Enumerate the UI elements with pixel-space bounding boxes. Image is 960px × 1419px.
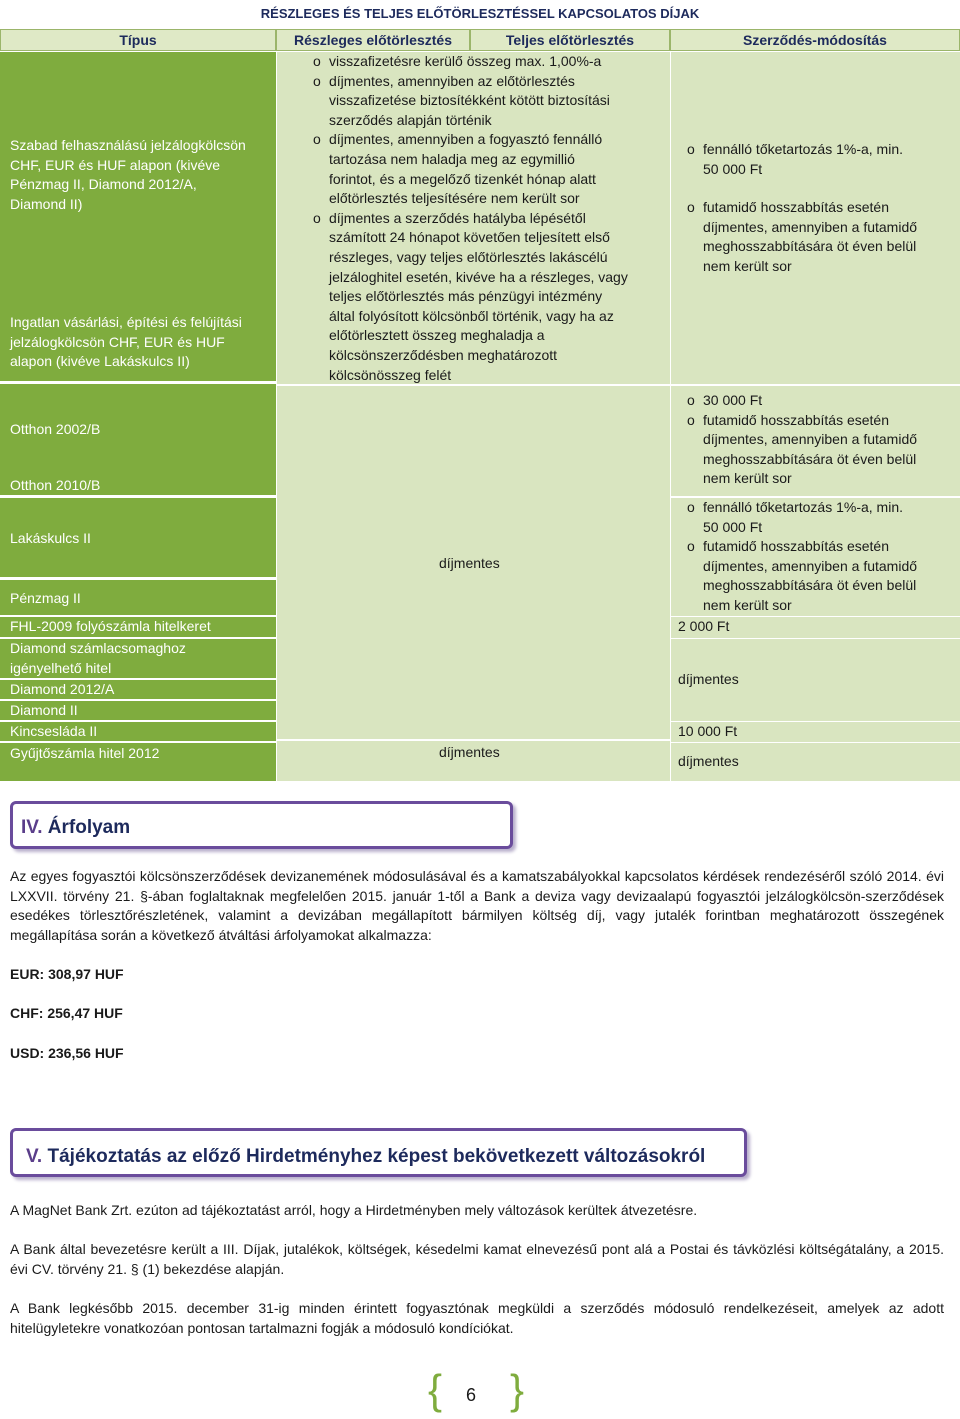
fee-free-text: díjmentes <box>439 555 500 571</box>
section-v-heading-box <box>10 1128 747 1177</box>
type-otthon-2010: Otthon 2010/B <box>10 477 101 493</box>
mod-line: fennálló tőketartozás 1%-a, min. <box>703 499 903 515</box>
mod-kincseslada-fee: 10 000 Ft <box>678 723 738 739</box>
section-iv-paragraph: Az egyes fogyasztói kölcsönszerződések devizanemének módosulásával és a kamatszabályokkal kapcsolatos kérdések rendezéséről szóló 2014. évi LXXVII. törvény 21. §-ában foglaltaknak megfelelően 2015. január 1-től a Bank a deviza vagy devizaalapú fogyasztói jelzálogkölcsön-szerződések esedékes törlesztőrészletének, valamint a devizában megállapított bármilyen költség díj, vagy jutalék forintban meghatározott összegének megállapítása során a következő átváltási árfolyamokat alkalmazza: <box>10 868 944 943</box>
type-line: CHF, EUR és HUF alapon (kivéve <box>10 156 221 173</box>
type-cell-diamond-package <box>0 639 276 679</box>
mod-line: díjmentes, amennyiben a futamidő <box>703 218 918 235</box>
fee-bullet <box>313 209 669 385</box>
section-v-paragraph-2: A Bank által bevezetésre került a III. Díjak, jutalékok, költségek, késedelmi kamat elnevezésű pont alá a Postai és távközlési költségátalány, a 2015. évi CV. törvény 21. § (1) bekezdése alapján. <box>10 1241 944 1277</box>
footer-brace-right: } <box>510 1366 525 1413</box>
type-cell-gyujto <box>0 743 276 781</box>
type-line: alapon (kivéve Lakáskulcs II) <box>10 353 190 370</box>
fee-line: díjmentes, amennyiben az előtörlesztés <box>329 72 575 89</box>
fee-line: díjmentes, amennyiben a fogyasztó fennálló <box>329 131 603 148</box>
section-v-number: V. <box>26 1146 43 1167</box>
type-gyujto: Gyűjtőszámla hitel 2012 <box>10 745 160 761</box>
mod-line: nem került sor <box>703 470 792 487</box>
fee-line: forintot, és a megelőző tizenkét hónap alatt <box>329 170 596 187</box>
mod-line: futamidő hosszabbítás esetén <box>703 538 890 555</box>
type-line: Diamond számlacsomaghoz <box>10 640 186 656</box>
mod-cell-mortgage <box>670 52 960 384</box>
bullet-marker: o <box>313 209 321 226</box>
fee-bullet-list <box>313 52 669 385</box>
fee-line: teljes előtörlesztés más pénzügyi intézmény <box>329 288 603 305</box>
rate-usd: USD: 236,56 HUF <box>10 1045 124 1061</box>
rate-eur: EUR: 308,97 HUF <box>10 966 124 982</box>
type-line: igényelhető hitel <box>10 659 112 676</box>
mod-line: díjmentes, amennyiben a futamidő <box>703 431 918 448</box>
type-cell-diamond2012 <box>0 680 276 700</box>
mod-gyujto-fee: díjmentes <box>678 753 739 769</box>
section-iv-title-text: Árfolyam <box>42 817 131 838</box>
mod-line: futamidő hosszabbítás esetén <box>703 199 890 216</box>
mod-bullet-list <box>687 498 959 616</box>
mod-cell-gyujto <box>670 743 960 781</box>
mod-cell-otthon <box>670 386 960 496</box>
mod-line: 50 000 Ft <box>703 518 763 535</box>
type-cell-lakaskulcs <box>0 498 276 578</box>
mod-cell-lakaskulcs <box>670 498 960 616</box>
mod-bullet <box>687 498 959 537</box>
fee-cell-free-1 <box>276 386 670 739</box>
bullet-marker: o <box>687 392 695 408</box>
mod-line: meghosszabbítására öt éven belül <box>703 577 917 594</box>
type-kincseslada: Kincsesláda II <box>10 723 98 739</box>
fee-line: előtörlesztett összeg meghaladja a <box>329 327 545 344</box>
section-iv-title <box>21 817 130 839</box>
header-type: Típus <box>0 29 276 51</box>
fee-line: kölcsönösszeg felét <box>329 366 452 383</box>
type-diamond-package <box>10 639 186 678</box>
type-housing-mortgage <box>10 313 270 372</box>
bullet-marker: o <box>313 53 321 69</box>
mod-line: díjmentes, amennyiben a futamidő <box>703 557 918 574</box>
mod-line: 30 000 Ft <box>703 392 763 408</box>
fee-free-text: díjmentes <box>439 744 500 760</box>
header-modification: Szerződés-módosítás <box>670 29 960 51</box>
header-full: Teljes előtörlesztés <box>470 29 670 51</box>
fee-line: kölcsönszerződésben meghatározott <box>329 346 558 363</box>
type-line: Szabad felhasználású jelzálogkölcsön <box>10 137 246 153</box>
fee-line: díjmentes a szerződés hatályba lépésétől <box>329 209 586 226</box>
mod-bullet <box>687 537 959 615</box>
fee-table-title: RÉSZLEGES ÉS TELJES ELŐTÖRLESZTÉSSEL KAPCSOLATOS DÍJAK <box>260 6 700 21</box>
fee-line: számított 24 hónapot követően teljesített első <box>329 229 610 246</box>
type-cell-kincseslada <box>0 722 276 742</box>
fee-line: visszafizetése biztosítékként kötött biztosítási <box>329 92 610 109</box>
mod-bullet <box>687 411 959 489</box>
mod-line: meghosszabbítására öt éven belül <box>703 238 917 255</box>
section-iv-heading-box <box>10 801 513 849</box>
mod-line: nem került sor <box>703 257 792 274</box>
fee-line: szerződés alapján történik <box>329 111 492 128</box>
mod-cell-fhl <box>670 617 960 638</box>
fee-line: visszafizetésre kerülő összeg max. 1,00%-a <box>329 53 602 69</box>
mod-cell-diamond <box>670 639 960 721</box>
type-cell-penzmag <box>0 580 276 616</box>
type-free-use-mortgage <box>10 136 270 214</box>
mod-line: fennálló tőketartozás 1%-a, min. <box>703 141 903 157</box>
type-otthon-2002: Otthon 2002/B <box>10 421 101 437</box>
bullet-marker: o <box>687 411 695 428</box>
mod-line: 50 000 Ft <box>703 160 763 177</box>
section-v-paragraph-3: A Bank legkésőbb 2015. december 31-ig minden érintett fogyasztónak megküldi a szerződés módosuló rendelkezéseit, amelyek az adott hitelügyletekre vonatkozóan pontosan tartalmazni fogják a módosuló kondíciókat. <box>10 1300 944 1336</box>
type-line: Diamond II) <box>10 195 83 212</box>
bullet-marker: o <box>687 141 695 157</box>
type-cell-fhl <box>0 617 276 638</box>
type-diamond-2012a: Diamond 2012/A <box>10 681 115 697</box>
bullet-marker: o <box>313 131 321 148</box>
fee-line: által folyósított kölcsönből történik, vagy ha az <box>329 307 614 324</box>
type-cell-diamond2 <box>0 701 276 721</box>
fee-line: tartozása nem haladja meg az egymillió <box>329 150 575 167</box>
page-number: 6 <box>466 1385 477 1405</box>
mod-bullet-list <box>687 391 959 489</box>
mod-line: meghosszabbítására öt éven belül <box>703 450 917 467</box>
type-line: jelzálogkölcsön CHF, EUR és HUF <box>10 333 225 350</box>
fee-line: részleges, vagy teljes előtörlesztés lakáscélú <box>329 248 608 265</box>
mod-diamond-fee: díjmentes <box>678 671 739 687</box>
mod-bullet <box>687 198 959 276</box>
mod-fhl-fee: 2 000 Ft <box>678 618 730 634</box>
mod-line: nem került sor <box>703 596 792 613</box>
fee-line: előtörlesztés teljesítésére nem került sor <box>329 190 580 207</box>
mod-bullet-list <box>687 140 959 277</box>
fee-bullet <box>313 72 669 131</box>
type-line: Pénzmag II, Diamond 2012/A, <box>10 176 197 193</box>
type-line: Ingatlan vásárlási, építési és felújítási <box>10 314 242 330</box>
section-iv-number: IV. <box>21 817 43 838</box>
section-v-title-text: Tájékoztatás az előző Hirdetményhez képest bekövetkezett változásokról <box>42 1146 706 1167</box>
bullet-marker: o <box>687 499 695 515</box>
bullet-marker: o <box>687 199 695 216</box>
mod-bullet <box>687 391 959 411</box>
bullet-marker: o <box>313 72 321 89</box>
type-lakaskulcs: Lakáskulcs II <box>10 530 91 546</box>
section-v-paragraph-1: A MagNet Bank Zrt. ezúton ad tájékoztatást arról, hogy a Hirdetményben mely változások kerültek átvezetésre. <box>10 1202 698 1218</box>
bullet-marker: o <box>687 538 695 555</box>
footer-brace-left: { <box>428 1366 443 1413</box>
rate-chf: CHF: 256,47 HUF <box>10 1005 123 1021</box>
type-cell-otthon <box>0 384 276 496</box>
mod-cell-kincseslada <box>670 722 960 742</box>
mod-line: futamidő hosszabbítás esetén <box>703 411 890 428</box>
fee-cell-free-2 <box>276 741 670 781</box>
fee-bullet <box>313 130 669 208</box>
type-fhl: FHL-2009 folyószámla hitelkeret <box>10 618 211 634</box>
type-penzmag: Pénzmag II <box>10 590 81 606</box>
header-partial: Részleges előtörlesztés <box>276 29 470 51</box>
fee-line: jelzáloghitel esetén, kivéve ha a részleges, vagy <box>329 268 628 285</box>
type-diamond-ii: Diamond II <box>10 702 78 718</box>
type-cell-group-1 <box>0 52 276 382</box>
fee-cell-mortgage <box>276 52 670 384</box>
section-v-title <box>26 1146 705 1168</box>
mod-bullet <box>687 140 959 179</box>
fee-bullet <box>313 52 669 72</box>
